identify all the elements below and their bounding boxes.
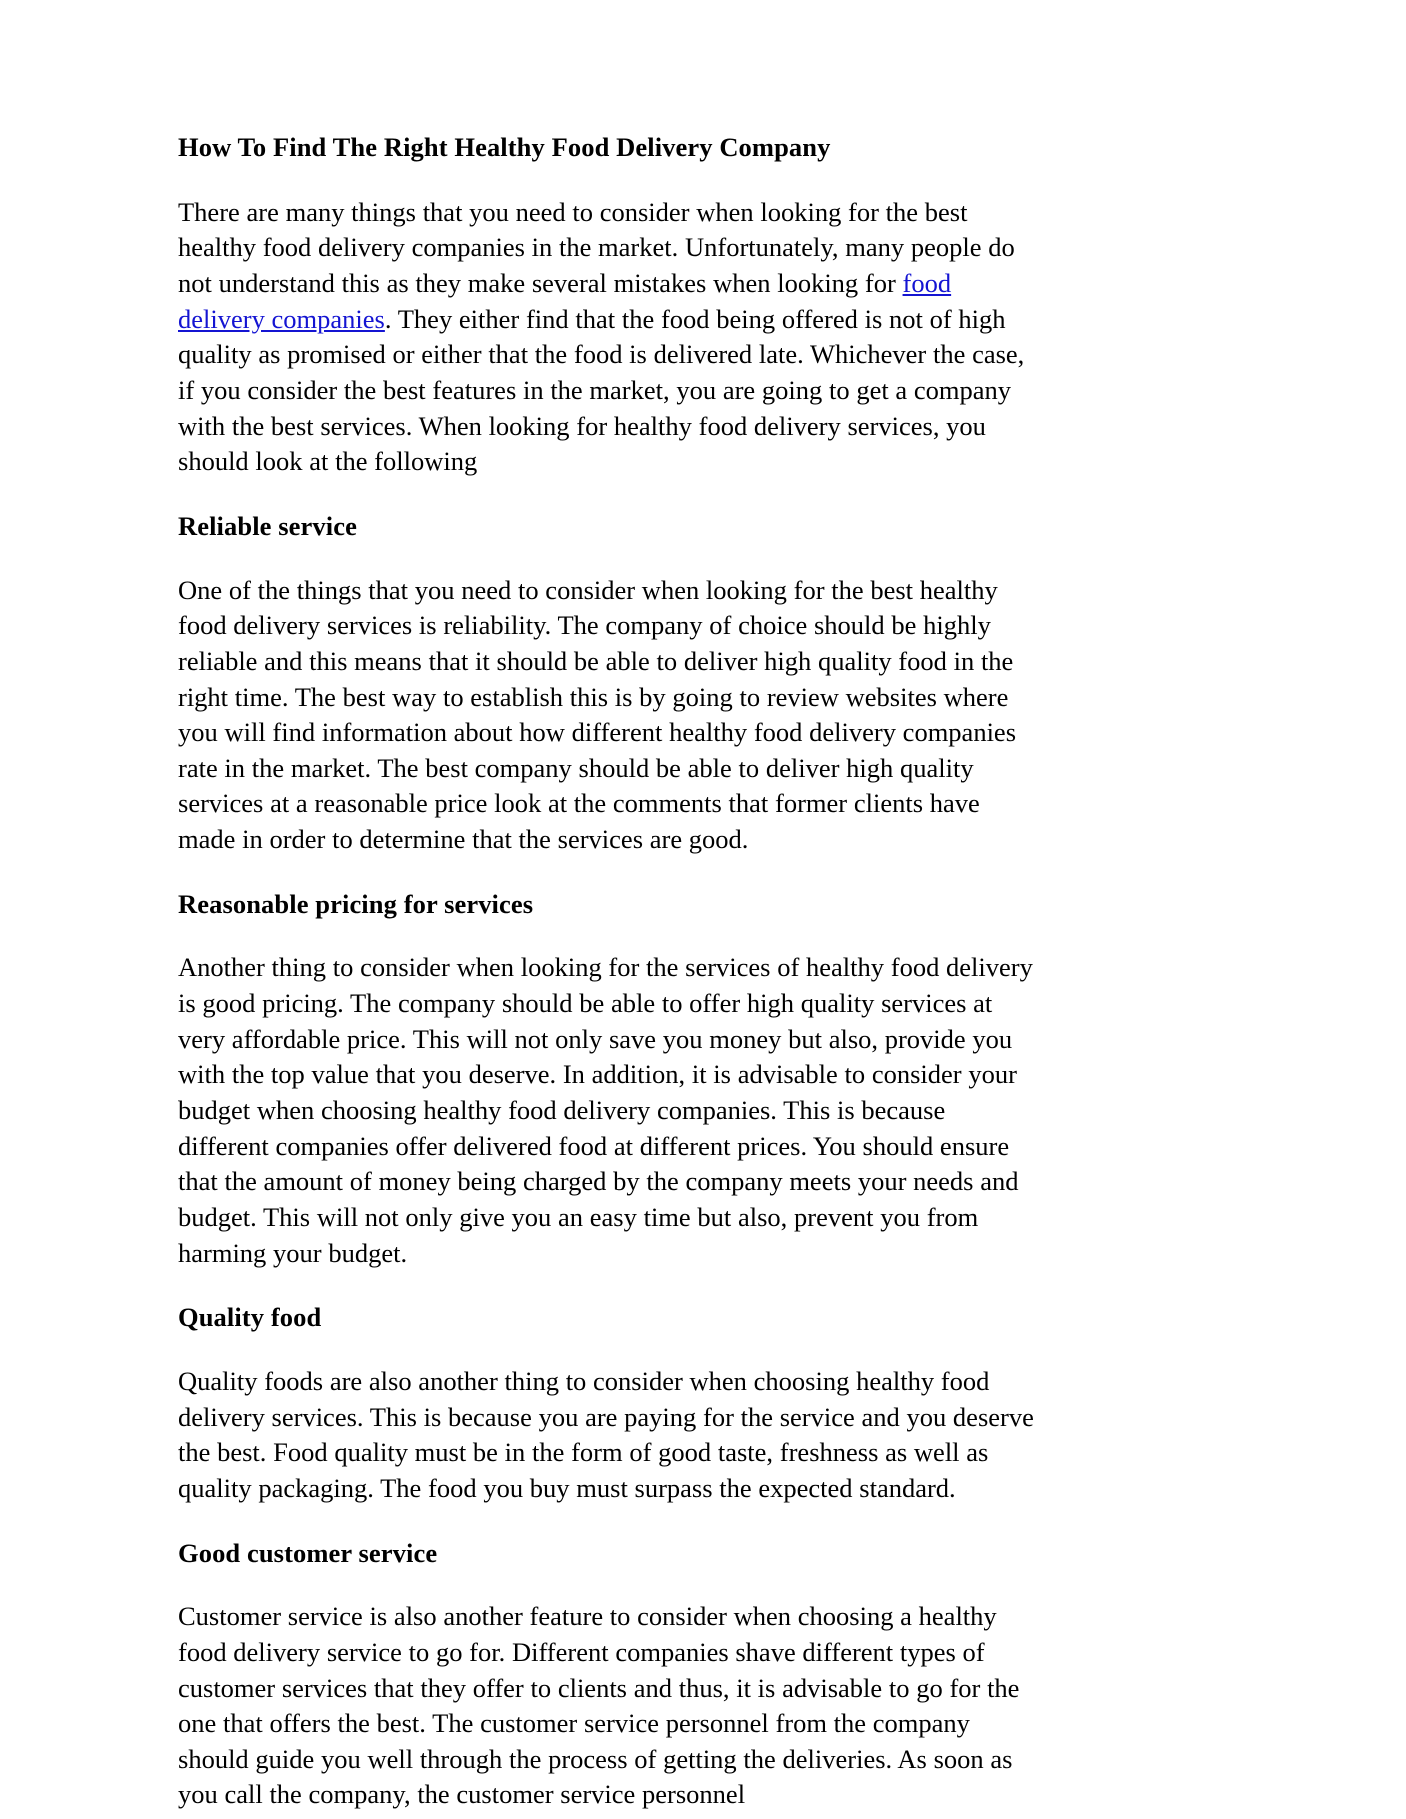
section-heading-reliable-service: Reliable service [178, 510, 357, 541]
intro-paragraph [178, 195, 1040, 480]
section-paragraph-reliable-service: One of the things that you need to consider when looking for the best healthy food delivery services is reliability. The company of choice should be highly reliable and this means that it should be able to deliver high quality food in the right time. The best way to establish this is by going to review websites where you will find information about how different healthy food delivery companies rate in the market. The best company should be able to deliver high quality services at a reasonable price look at the comments that former clients have made in order to determine that the services are good. [178, 574, 1017, 855]
section-heading-good-customer-service: Good customer service [178, 1537, 438, 1568]
intro-text-after-link: . They either find that the food being offered is not of high quality as promised or either that the food is delivered late. Whichever the case, if you consider the best features in the market, you are going to get a company with the best services. When looking for healthy food delivery services, you should look at the following [178, 303, 1025, 477]
section-heading-reasonable-pricing: Reasonable pricing for services [178, 888, 534, 919]
intro-text-before-link: There are many things that you need to consider when looking for the best healthy food delivery companies in the market. Unfortunately, many people do not understand this as they make several mistakes when looking for [178, 196, 1015, 299]
section-paragraph-reasonable-pricing: Another thing to consider when looking for the services of healthy food delivery is good pricing. The company should be able to offer high quality services at very affordable price. This will not only save you money but also, provide you with the top value that you deserve. In addition, it is advisable to consider your budget when choosing healthy food delivery companies. This is because different companies offer delivered food at different prices. You should ensure that the amount of money being charged by the company meets your needs and budget. This will not only give you an easy time but also, prevent you from harming your budget. [178, 952, 1033, 1268]
section-paragraph-quality-food: Quality foods are also another thing to consider when choosing healthy food delivery services. This is because you are paying for the service and you deserve the best. Food quality must be in the form of good taste, freshness as well as quality packaging. The food you buy must surpass the expected standard. [178, 1365, 1034, 1503]
section-paragraph-good-customer-service: Customer service is also another feature to consider when choosing a healthy food delivery service to go for. Different companies shave different types of customer services that they offer to clients and thus, it is advisable to go for the one that offers the best. The customer service personnel from the company should guide you well through the process of getting the deliveries. As soon as you call the company, the customer service personnel [178, 1601, 1020, 1810]
page-title: How To Find The Right Healthy Food Delivery Company [178, 132, 831, 162]
document-body [178, 132, 1040, 1813]
food-delivery-companies-link[interactable]: food delivery companies [178, 268, 952, 334]
section-heading-quality-food: Quality food [178, 1302, 322, 1333]
